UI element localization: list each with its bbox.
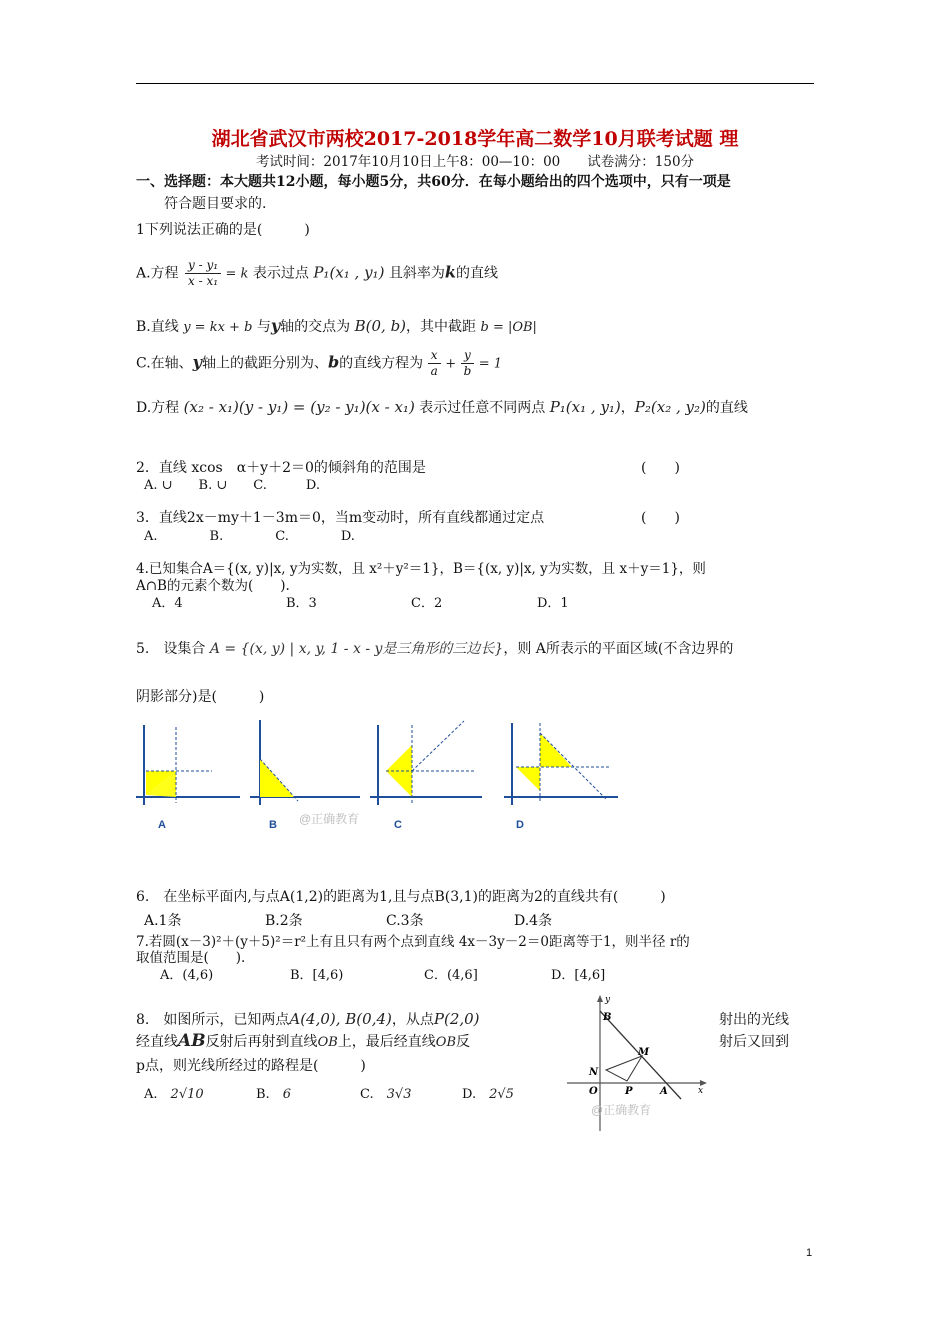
q1d-mid: 表示过任意不同两点 [419,400,546,416]
q1a-prefix: A.方程 [136,265,179,282]
q1c-prefix: C.在轴、 [136,355,193,372]
q1a-point: P₁(x₁ , y₁) [313,263,385,282]
q1b-mid: 与 [256,319,271,335]
q8-fig-b-label: B [603,1012,612,1023]
q8-l1c: 射出的光线 [719,1012,789,1028]
q8-opt-c-value: 3√3 [386,1087,412,1102]
q8-l1b: ，从点 [391,1012,434,1028]
q8-opt-c-label: C. [360,1087,374,1102]
q4-option-b: B．3 [286,596,317,611]
q3-options: A. B. C. D. [144,529,355,544]
header-rule [136,83,814,84]
q5-figure-b [250,720,360,831]
q1b-mid2: 轴的交点为 [280,319,351,335]
q7-option-d: D．[4,6] [551,968,606,983]
q1c-eq: = 1 [478,356,503,372]
page-title: 湖北省武汉市两校2017-2018学年高二数学10月联考试题 理 [211,128,739,150]
q1-option-a [136,258,498,289]
q8-fig-x-label: x [698,1086,704,1096]
q1a-mid: 表示过点 [252,265,309,282]
q8-fig-m-label: M [638,1047,650,1058]
q8-opt-a-value: 2√10 [170,1087,204,1102]
exam-info: 考试时间：2017年10月10日上午8：00—10：00 试卷满分：150分 [255,154,695,170]
q1d-p1: P₁(x₁ , y₁) [549,398,621,416]
q4-option-c: C．2 [411,596,443,611]
section-heading-cont: 符合题目要求的. [164,196,267,212]
q2-options: A. ∪ B. ∪ C. D. [144,478,320,493]
q3-paren: ( ) [641,510,680,526]
q1c-frac-x [428,348,441,379]
q1b-abs: b = |OB| [480,320,537,335]
q4-option-a: A．4 [152,596,183,611]
q8-option-b [256,1083,291,1102]
q4-option-d: D．1 [537,596,569,611]
q1b-eq: y = kx + b [183,320,253,335]
q5-watermark: @正确教育 [299,812,360,826]
q5-suffix: ，则 A所表示的平面区域(不含边界的 [503,641,734,657]
q6-option-c: C.3条 [386,913,424,929]
q7-option-a: A．(4,6) [160,968,214,983]
q8-fig-n-label: N [589,1067,599,1078]
q6-stem: 6. 在坐标平面内,与点A(1,2)的距离为1,且与点B(3,1)的距离为2的直线共有( ) [136,889,666,905]
q1-option-b [136,316,537,336]
q1-option-d [136,397,748,417]
q5-region-figures [132,715,622,835]
q1a-end: 的直线 [455,265,498,282]
q8-opt-b-label: B. [256,1087,270,1102]
q1c-f2n: y [461,348,475,364]
q8-option-c [360,1083,411,1102]
q5-line1 [136,638,733,658]
q8-l2b: 反射后再射到直线 [205,1034,318,1050]
q5-figure-c [370,721,482,831]
q8-line3: p点，则光线所经过的路程是( ) [136,1058,366,1074]
q8-l2e: 射后又回到 [719,1034,789,1050]
section-heading: 一、选择题：本大题共12小题，每小题5分，共60分．在每小题给出的四个选项中，只有一项是 [136,174,731,190]
q7-option-b: B．[4,6) [290,968,344,983]
q1c-b: b [327,352,340,372]
q1a-suffix: 且斜率为 [388,265,445,282]
q2-paren: ( ) [641,460,680,476]
q1a-fraction [185,258,221,289]
q1a-k: k [444,262,456,282]
q5-set: A = {(x, y) | x, y, 1 - x - y是三角形的三边长} [209,641,504,657]
q6-option-b: B.2条 [265,913,303,929]
q8-reflection-figure [565,993,713,1133]
q8-l2a: 经直线 [136,1034,178,1050]
q8-option-a [144,1083,204,1102]
q5-line2: 阴影部分)是( ) [136,689,265,705]
q8-points-ab: A(4,0), B(0,4) [289,1010,392,1028]
q5-prefix: 5. 设集合 [136,641,206,657]
q8-fig-o-label: O [589,1086,598,1097]
q5-figure-d [504,723,618,831]
q1d-p2: P₂(x₂ , y₂) [634,398,706,416]
q4-line1: 4.已知集合A＝{(x, y)|x, y为实数，且 x²＋y²＝1}，B＝{(x, y)|x, y为实数，且 x＋y＝1}，则 [136,561,706,577]
q8-line-ob-2: OB [435,1035,456,1050]
q8-l2d: 反 [456,1034,470,1050]
q1c-f2d: b [463,364,472,378]
q6-option-a: A.1条 [144,913,182,929]
q1b-prefix: B.直线 [136,319,179,335]
q1d-eq: (x₂ - x₁)(y - y₁) = (y₂ - y₁)(x - x₁) [183,398,415,416]
q1a-frac-num: y - y₁ [185,258,221,274]
q1d-end: 的直线 [705,400,748,416]
q7-line1: 7.若圆(x－3)²＋(y＋5)²＝r²上有且只有两个点到直线 4x－3y－2＝0距离等于1，则半径 r的 [136,934,690,950]
q7-line2: 取值范围是( ). [136,950,246,966]
q4-line2: A∩B的元素个数为( ). [136,578,290,594]
q6-option-d: D.4条 [514,913,553,929]
q7-option-c: C．(4,6] [424,968,478,983]
q8-watermark: @正确教育 [591,1103,652,1117]
q5-fig-c-label: C [394,819,402,831]
q1c-mid: 轴上的截距分别为、 [201,355,328,372]
q5-fig-d-label: D [516,819,524,831]
q1c-f1n: x [428,348,441,364]
q8-fig-p-label: P [625,1086,633,1097]
q8-line-ob-1: OB [317,1035,338,1050]
q8-fig-a-label: A [660,1086,668,1097]
q1c-plus: + [445,356,457,372]
q1b-y: y [270,316,281,335]
q8-line-ab: AB [178,1031,206,1051]
q1b-point: B(0, b) [354,317,407,335]
q8-l2c: 上，最后经直线 [337,1034,436,1050]
q3-stem: 3．直线2x－my＋1－3m＝0，当m变动时，所有直线都通过定点 [136,510,545,526]
q8-line2 [136,1031,470,1051]
q8-opt-d-label: D. [462,1087,477,1102]
q8-line1 [136,1009,480,1029]
q8-fig-y-label: y [605,995,611,1005]
q8-l1a: 8. 如图所示，已知两点 [136,1012,290,1028]
q8-opt-b-value: 6 [282,1087,291,1102]
q1d-prefix: D.方程 [136,400,180,416]
q8-opt-a-label: A. [144,1087,158,1102]
q1b-mid3: ，其中截距 [406,319,477,335]
q1a-frac-den: x - x₁ [188,274,219,288]
q1-stem: 1下列说法正确的是( ) [136,222,310,238]
q1c-frac-y [461,348,475,379]
q8-opt-d-value: 2√5 [489,1087,514,1102]
q1c-mid2: 的直线方程为 [339,355,424,372]
q1d-comma: ， [620,400,635,416]
q1c-f1d: a [430,364,438,378]
page-number: 1 [806,1247,813,1259]
q2-stem: 2．直线 xcos α＋y＋2＝0的倾斜角的范围是 [136,460,426,476]
q8-point-p: P(2,0) [433,1010,480,1028]
q1c-y: y [192,352,202,372]
q5-fig-a-label: A [158,819,166,831]
q8-option-d [462,1083,514,1102]
q5-figure-a [136,725,240,831]
q1-option-c [136,348,502,379]
q1a-eq: = k [225,266,249,282]
q5-fig-b-label: B [269,819,277,831]
